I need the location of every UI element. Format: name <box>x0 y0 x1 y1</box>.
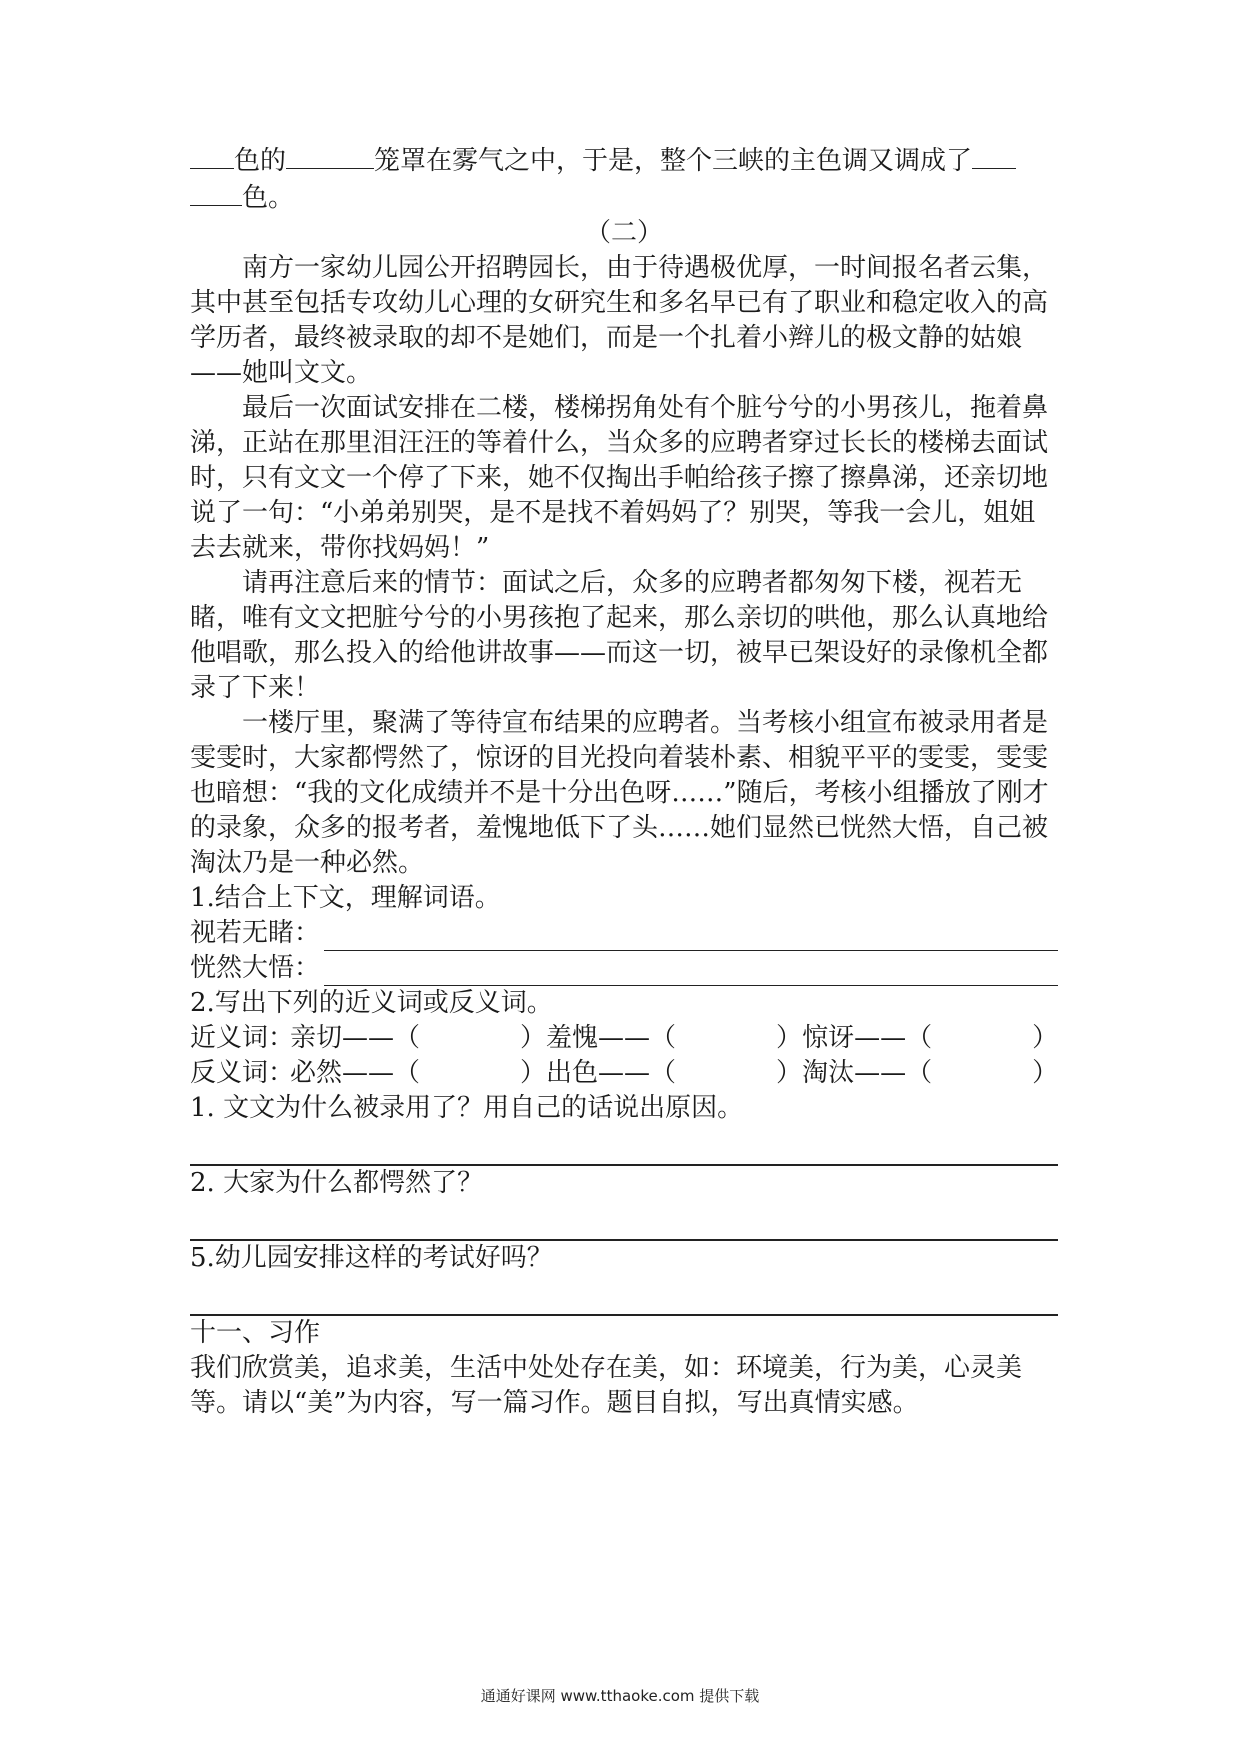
row-label: 近义词： <box>190 1023 295 1053</box>
pair-word: 出色——（ <box>546 1058 677 1088</box>
answer-line[interactable] <box>324 922 1058 951</box>
intro-text-2: 笼罩在雾气之中，于是，整个三峡的主色调又调成了 <box>374 146 973 176</box>
section-title: （二） <box>584 218 663 248</box>
close-paren: ） <box>1032 1058 1059 1088</box>
question-2-title: 2.写出下列的近义词或反义词。 <box>190 988 553 1018</box>
word-meaning-row <box>190 916 1058 951</box>
story-paragraph: 最后一次面试安排在二楼，楼梯拐角处有个脏兮兮的小男孩儿，拖着鼻涕，正站在那里泪汪汪的等着什么，当众多的应聘者穿过长长的楼梯去面试时，只有文文一个停了下来，她不仅掏出手帕给孩子擦了擦鼻涕，还亲切地说了一句：“小弟弟别哭，是不是找不着妈妈了？别哭，等我一会儿，姐姐去去就来，带你找妈妈！” <box>190 393 1049 563</box>
word-label: 恍然大悟： <box>190 953 321 983</box>
word-label: 视若无睹： <box>190 918 321 948</box>
pair-word: 羞愧——（ <box>546 1023 677 1053</box>
page-footer: 通通好课网 www.tthaoke.com 提供下载 <box>480 1687 760 1705</box>
story-paragraph: 一楼厅里，聚满了等待宣布结果的应聘者。当考核小组宣布被录用者是雯雯时，大家都愕然了，惊讶的目光投向着装朴素、相貌平平的雯雯，雯雯也暗想：“我的文化成绩并不是十分出色呀……”随后，考核小组播放了刚才的录象，众多的报考者，羞愧地低下了头……她们显然已恍然大悟，自己被淘汰乃是一种必然。 <box>190 708 1049 878</box>
pair-word: 必然——（ <box>290 1058 421 1088</box>
worksheet-content <box>190 142 1058 1421</box>
answer-space[interactable] <box>190 1276 1058 1314</box>
question-4: 2. 大家为什么都愕然了？ <box>190 1168 484 1198</box>
close-paren: ） <box>776 1023 803 1053</box>
word-pair <box>546 1056 802 1091</box>
answer-space[interactable] <box>190 1126 1058 1164</box>
composition-heading: 十一、习作 <box>190 1318 321 1348</box>
question-3: 1. 文文为什么被录用了？用自己的话说出原因。 <box>190 1093 744 1123</box>
antonym-row <box>190 1056 1058 1091</box>
pair-word: 惊讶——（ <box>802 1023 933 1053</box>
close-paren: ） <box>520 1058 547 1088</box>
blank[interactable] <box>190 142 234 169</box>
intro-text-1: 色的 <box>234 146 287 176</box>
row-label: 反义词： <box>190 1058 295 1088</box>
close-paren: ） <box>520 1023 547 1053</box>
close-paren: ） <box>1032 1023 1059 1053</box>
answer-space[interactable] <box>190 1201 1058 1239</box>
word-pair <box>546 1021 802 1056</box>
blank[interactable] <box>286 142 374 169</box>
intro-text-3: 色。 <box>242 183 295 213</box>
close-paren: ） <box>776 1058 803 1088</box>
pair-word: 亲切——（ <box>290 1023 421 1053</box>
word-pair <box>802 1056 1058 1091</box>
blank[interactable] <box>972 142 1016 169</box>
intro-fill-blank <box>190 142 1058 216</box>
word-pair <box>290 1021 546 1056</box>
word-pair <box>802 1021 1058 1056</box>
word-meaning-row <box>190 951 1058 986</box>
question-1-title: 1.结合上下文，理解词语。 <box>190 883 501 913</box>
story-paragraph: 请再注意后来的情节：面试之后，众多的应聘者都匆匆下楼，视若无睹，唯有文文把脏兮兮的小男孩抱了起来，那么亲切的哄他，那么认真地给他唱歌，那么投入的给他讲故事——而这一切，被早已架设好的录像机全都录了下来！ <box>190 568 1049 703</box>
question-5: 5.幼儿园安排这样的考试好吗？ <box>190 1243 553 1273</box>
story-paragraph: 南方一家幼儿园公开招聘园长，由于待遇极优厚，一时间报名者云集，其中甚至包括专攻幼儿心理的女研究生和多名早已有了职业和稳定收入的高学历者，最终被录取的却不是她们，而是一个扎着小辫儿的极文静的姑娘——她叫文文。 <box>190 253 1049 388</box>
blank[interactable] <box>190 179 242 206</box>
word-pair <box>290 1056 546 1091</box>
answer-line[interactable] <box>324 957 1058 986</box>
pair-word: 淘汰——（ <box>802 1058 933 1088</box>
composition-prompt: 我们欣赏美，追求美，生活中处处存在美，如：环境美，行为美，心灵美等。请以“美”为内容，写一篇习作。题目自拟，写出真情实感。 <box>190 1353 1023 1418</box>
synonym-row <box>190 1021 1058 1056</box>
